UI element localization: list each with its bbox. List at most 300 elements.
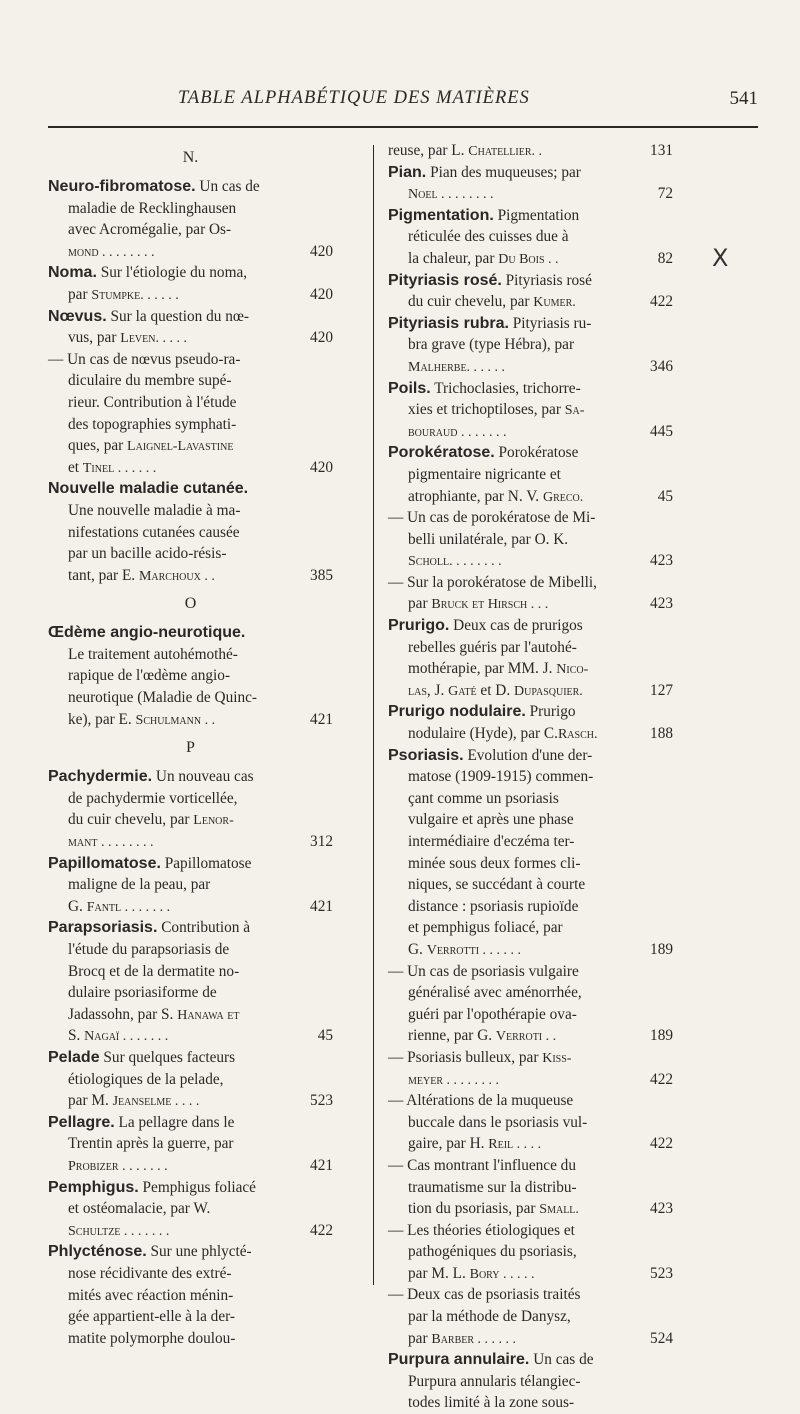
entry-line [48, 687, 333, 709]
entry-text: — Deux cas de psoriasis traités [388, 1286, 581, 1304]
entry-text: Pityriasis rosé [505, 271, 592, 289]
index-entry [388, 1047, 673, 1090]
entry-text: rebelles guéris par l'autohé- [408, 638, 577, 656]
entry-line [388, 1047, 673, 1069]
entry-line [388, 356, 673, 378]
entry-line [48, 874, 333, 896]
entry-text: tion du psoriasis, par [408, 1200, 540, 1218]
author-name: Greco. [542, 489, 584, 505]
entry-line [388, 1155, 673, 1177]
entry-line [48, 478, 333, 500]
entry-line [388, 1069, 673, 1091]
author-name: Reil . . . . [488, 1137, 542, 1153]
entry-line [388, 723, 673, 745]
entry-line [388, 680, 673, 702]
entry-line [48, 1112, 333, 1134]
entry-line [388, 766, 673, 788]
author-name: mond . . . . . . . . [68, 244, 155, 260]
page-reference: 524 [650, 1329, 673, 1347]
entry-line [48, 370, 333, 392]
index-entry [388, 270, 673, 313]
entry-heading: Pityriasis rosé. [388, 271, 502, 289]
page-reference: 423 [650, 552, 673, 570]
author-name: Fantl . . . . . . . [86, 899, 171, 915]
entry-line [48, 766, 333, 788]
entry-line [388, 745, 673, 767]
entry-text: Sur la question du nœ- [110, 307, 250, 325]
author-name: Du Bois . . [498, 251, 559, 267]
entry-text: la chaleur, par [408, 249, 499, 267]
entry-text: todes limité à la zone sous- [408, 1394, 575, 1412]
entry-line [388, 939, 673, 961]
entry-line [388, 1371, 673, 1393]
entry-text: réticulée des cuisses due à [408, 228, 569, 246]
author-name: Dupasquier. [514, 683, 583, 699]
entry-text: La pellagre dans le [118, 1113, 235, 1131]
entry-line [48, 198, 333, 220]
entry-line [48, 219, 333, 241]
entry-line [388, 1025, 673, 1047]
entry-line [48, 1047, 333, 1069]
entry-text: Contribution à [161, 919, 251, 937]
author-name: Scholl. . . . . . . . [408, 554, 502, 570]
entry-text: buccale dans le psoriasis vul- [408, 1113, 588, 1131]
entry-line [48, 1328, 333, 1350]
entry-text: Un cas de [199, 178, 260, 195]
page-reference: 422 [650, 293, 673, 311]
entry-text: du cuir chevelu, par [408, 293, 534, 311]
entry-line [48, 500, 333, 522]
entry-line [388, 1090, 673, 1112]
entry-line [388, 1198, 673, 1220]
entry-text: Porokératose [498, 444, 579, 462]
entry-line [388, 226, 673, 248]
entry-line [48, 565, 333, 587]
author-name: Leven. . . . . [120, 331, 187, 347]
entry-text: généralisé avec aménorrhée, [408, 984, 582, 1002]
page-reference: 312 [310, 833, 333, 851]
entry-text: xies et trichoptiloses, par [408, 401, 565, 419]
entry-line [48, 392, 333, 414]
page-reference: 523 [310, 1092, 333, 1110]
author-name: Chatellier. . [468, 144, 542, 159]
entry-heading: Pachydermie. [48, 768, 153, 786]
entry-line [48, 1263, 333, 1285]
entry-heading: Nouvelle maladie cutanée. [48, 480, 249, 498]
entry-heading: Pian. [388, 163, 427, 181]
page-reference: 127 [650, 681, 673, 699]
entry-heading: Pellagre. [48, 1113, 115, 1131]
entry-line [48, 853, 333, 875]
page-reference: 420 [310, 329, 333, 347]
entry-line [388, 982, 673, 1004]
entry-text: dulaire psoriasiforme de [68, 984, 217, 1002]
entry-heading: Noma. [48, 264, 97, 282]
entry-text: tant, par E. [68, 566, 139, 584]
entry-line [48, 982, 333, 1004]
entry-line [48, 1069, 333, 1091]
entry-text: — Un cas de nœvus pseudo-ra- [48, 350, 241, 368]
index-entry [388, 1090, 673, 1155]
index-entry [388, 1349, 673, 1414]
index-entry [48, 1177, 333, 1242]
page-reference: 523 [650, 1264, 673, 1282]
entry-line [388, 421, 673, 443]
entry-text: Pityriasis ru- [512, 314, 592, 332]
index-entry [48, 1047, 333, 1112]
entry-line [388, 205, 673, 227]
entry-heading: Prurigo. [388, 617, 450, 635]
index-entry [48, 1241, 333, 1349]
entry-text: niques, se succédant à courte [408, 876, 586, 894]
entry-heading: Pigmentation. [388, 206, 494, 224]
page-reference: 422 [310, 1221, 333, 1239]
entry-text: gaire, par H. [408, 1135, 489, 1153]
entry-line [388, 334, 673, 356]
entry-line [388, 248, 673, 270]
entry-line [48, 1090, 333, 1112]
entry-line [48, 306, 333, 328]
entry-line [388, 831, 673, 853]
running-header [48, 88, 758, 120]
page-reference: 189 [650, 940, 673, 958]
entry-line [388, 507, 673, 529]
page-reference: 422 [650, 1070, 673, 1088]
entry-text: Sur une phlycté- [150, 1243, 252, 1261]
author-name: Sa- [564, 403, 585, 419]
entry-text: — Sur la porokératose de Mibelli, [388, 573, 598, 591]
header-rule [48, 126, 758, 128]
entry-line [48, 414, 333, 436]
entry-line [388, 1112, 673, 1134]
entry-line [48, 1133, 333, 1155]
entry-line [48, 809, 333, 831]
entry-line [388, 1284, 673, 1306]
entry-text: — Cas montrant l'influence du [388, 1156, 576, 1174]
entry-line [388, 464, 673, 486]
entry-text: mothérapie, par MM. J. [408, 660, 557, 678]
page-reference: 346 [650, 357, 673, 375]
entry-text: gée appartient-elle à la der- [68, 1308, 236, 1326]
index-entry [48, 622, 333, 730]
entry-text: pathogéniques du psoriasis, [408, 1243, 577, 1261]
entry-text: Jadassohn, par S. [68, 1005, 178, 1023]
entry-text: Sur l'étiologie du noma, [100, 264, 248, 282]
index-entry [388, 162, 673, 205]
index-entry [48, 853, 333, 918]
entry-text: maladie de Recklinghausen [68, 199, 237, 217]
right-column [388, 140, 673, 1414]
entry-text: par la méthode de Danysz, [408, 1308, 571, 1326]
entry-text: Pian des muqueuses; par [430, 163, 581, 181]
entry-text: par M. L. [408, 1264, 470, 1282]
page-reference: 72 [657, 185, 673, 203]
entry-line [388, 917, 673, 939]
index-entry [388, 205, 673, 270]
entry-text: par M. [68, 1092, 113, 1110]
page-reference: 421 [310, 710, 333, 728]
entry-line [388, 896, 673, 918]
index-entry [48, 1112, 333, 1177]
entry-line [388, 529, 673, 551]
entry-heading: Pemphigus. [48, 1178, 139, 1196]
entry-heading: Pelade [48, 1048, 100, 1066]
entry-text: pigmentaire nigricante et [408, 465, 561, 483]
entry-line [48, 665, 333, 687]
entry-line [388, 378, 673, 400]
entry-text: Deux cas de prurigos [453, 617, 583, 635]
author-name: Rasch. [557, 727, 598, 743]
entry-heading: Nœvus. [48, 307, 107, 325]
entry-line [388, 637, 673, 659]
page-reference: 82 [657, 249, 673, 267]
entry-line [48, 1220, 333, 1242]
page-reference: 420 [310, 458, 333, 476]
entry-line [48, 939, 333, 961]
entry-heading: Papillomatose. [48, 854, 161, 872]
author-name: Laignel-Lavastine [127, 439, 234, 455]
author-name: Schultze . . . . . . . [68, 1223, 170, 1239]
header-title: TABLE ALPHABÉTIQUE DES MATIÈRES [178, 88, 530, 108]
entry-text: Sur quelques facteurs [103, 1048, 236, 1066]
entry-text: mités avec réaction ménin- [68, 1286, 234, 1304]
entry-text: Brocq et de la dermatite no- [68, 962, 240, 980]
entry-line [48, 1306, 333, 1328]
index-entry [388, 378, 673, 443]
entry-line [48, 831, 333, 853]
margin-annotation: X [712, 244, 729, 272]
entry-text: rapique de l'œdème angio- [68, 667, 231, 685]
entry-text: Pigmentation [497, 206, 580, 224]
entry-line [388, 1349, 673, 1371]
page-reference: 423 [650, 1200, 673, 1218]
entry-text: , J. [426, 681, 449, 699]
entry-text: nose récidivante des extré- [68, 1264, 232, 1282]
index-entry [388, 615, 673, 701]
entry-heading: Prurigo nodulaire. [388, 703, 526, 721]
author-name: Bruck et Hirsch . . . [431, 597, 549, 613]
entry-line [48, 457, 333, 479]
section-letter: P [186, 739, 195, 757]
entry-text: G. [68, 897, 87, 915]
entry-text: de pachydermie vorticellée, [68, 789, 238, 807]
entry-line [48, 241, 333, 263]
entry-text: neurotique (Maladie de Quinc- [68, 689, 258, 707]
entry-line [388, 399, 673, 421]
page-reference: 445 [650, 422, 673, 440]
entry-line [388, 162, 673, 184]
page-reference: 189 [650, 1027, 673, 1045]
author-name: las [408, 683, 427, 699]
entry-text: — Les théories étiologiques et [388, 1221, 575, 1239]
entry-text: par [408, 595, 432, 613]
entry-text: Pemphigus foliacé [142, 1178, 256, 1196]
entry-line [388, 593, 673, 615]
author-name: Verroti . . [495, 1029, 557, 1045]
page-reference: 421 [310, 897, 333, 915]
index-entry [388, 313, 673, 378]
entry-line [48, 1155, 333, 1177]
page-reference: 423 [650, 595, 673, 613]
author-name: Noel . . . . . . . . [408, 187, 494, 203]
entry-line [388, 270, 673, 292]
entry-text: Papillomatose [164, 854, 252, 872]
entry-text: Evolution d'une der- [467, 746, 593, 764]
author-name: Lenor- [193, 813, 234, 829]
author-name: Barber . . . . . . [431, 1331, 517, 1347]
author-name: Hanawa et [177, 1007, 240, 1023]
index-entry [48, 262, 333, 305]
entry-text: — Un cas de porokératose de Mi- [388, 509, 596, 527]
entry-heading: Porokératose. [388, 444, 495, 462]
page-number: 541 [729, 88, 758, 109]
entry-text: minée sous deux formes cli- [408, 854, 581, 872]
entry-text: nifestations cutanées causée [68, 523, 240, 541]
author-name: Gaté [448, 683, 477, 699]
author-name: Kumer. [533, 295, 576, 311]
entry-line [388, 313, 673, 335]
entry-line [48, 1004, 333, 1026]
entry-heading: Psoriasis. [388, 746, 464, 764]
index-entry [48, 176, 333, 262]
index-entry [388, 1284, 673, 1349]
entry-line [48, 284, 333, 306]
entry-line [388, 1306, 673, 1328]
entry-text: l'étude du parapsoriasis de [68, 941, 230, 958]
index-entry [388, 507, 673, 572]
entry-line [48, 1025, 333, 1047]
index-entry [388, 961, 673, 1047]
entry-line [48, 622, 333, 644]
author-name: Marchoux . . [138, 568, 215, 584]
index-entry [48, 917, 333, 1047]
entry-line [388, 658, 673, 680]
author-name: bouraud . . . . . . . [408, 424, 507, 440]
entry-line [388, 1004, 673, 1026]
author-name: Probizer . . . . . . . [68, 1158, 168, 1174]
entry-line [48, 788, 333, 810]
entry-text: — Psoriasis bulleux, par [388, 1048, 543, 1066]
entry-line [388, 853, 673, 875]
entry-text: bra grave (type Hébra), par [408, 336, 575, 354]
entry-text: Purpura annularis télangiec- [408, 1372, 581, 1390]
entry-line [388, 1220, 673, 1242]
entry-line [48, 435, 333, 457]
entry-line [48, 961, 333, 983]
author-name: Nico- [556, 662, 589, 678]
entry-text: Un cas de [533, 1351, 594, 1369]
entry-line [388, 874, 673, 896]
entry-text: çant comme un psoriasis [408, 789, 559, 807]
entry-text: maligne de la peau, par [68, 876, 211, 894]
entry-text: ke), par E. [68, 710, 136, 728]
entry-text: belli unilatérale, par O. K. [408, 530, 569, 548]
entry-text: par [68, 285, 92, 303]
page-reference: 420 [310, 242, 333, 260]
entry-text: intermédiaire d'eczéma ter- [408, 833, 575, 850]
entry-text: Trichoclasies, trichorre- [434, 379, 581, 397]
entry-text: et D. [476, 681, 514, 699]
author-name: Tinel . . . . . . [82, 460, 157, 476]
index-entry [48, 349, 333, 479]
entry-text: rieur. Contribution à l'étude [68, 393, 237, 411]
entry-line [388, 1328, 673, 1350]
index-entry [388, 140, 673, 162]
entry-heading: Œdème angio-neurotique. [48, 624, 246, 642]
entry-line [48, 896, 333, 918]
entry-text: vus, par [68, 329, 121, 347]
entry-text: diculaire du membre supé- [68, 372, 232, 390]
entry-line [388, 1392, 673, 1414]
author-name: Malherbe. . . . . . [408, 359, 506, 375]
entry-text: Une nouvelle maladie à ma- [68, 501, 241, 519]
entry-text: Un nouveau cas [155, 768, 254, 786]
index-entry [48, 478, 333, 586]
entry-line [48, 709, 333, 731]
index-entry [48, 766, 333, 852]
entry-line [388, 140, 673, 162]
entry-text: atrophiante, par N. V. [408, 487, 543, 505]
entry-text: distance : psoriasis rupioïde [408, 897, 579, 915]
entry-line [388, 701, 673, 723]
index-entry [388, 701, 673, 744]
entry-heading: Poils. [388, 379, 431, 397]
entry-line [388, 572, 673, 594]
author-name: Jeanselme . . . . [112, 1094, 200, 1110]
entry-line [48, 1285, 333, 1307]
entry-line [48, 917, 333, 939]
index-entry [388, 572, 673, 615]
entry-text: vulgaire et après une phase [408, 811, 574, 829]
page-reference: 45 [657, 487, 673, 505]
section-letter: N. [182, 149, 199, 166]
entry-text: Le traitement autohémothé- [68, 645, 238, 663]
index-entry [388, 1155, 673, 1220]
author-name: meyer . . . . . . . . [408, 1072, 499, 1088]
author-name: Kiss- [542, 1050, 572, 1066]
entry-text: avec Acromégalie, par Os- [68, 221, 232, 239]
entry-heading: Parapsoriasis. [48, 919, 158, 937]
author-name: Bory . . . . . [469, 1266, 535, 1282]
entry-line [388, 1241, 673, 1263]
entry-line [388, 291, 673, 313]
page-reference: 45 [317, 1027, 333, 1045]
entry-heading: Neuro-fibromatose. [48, 178, 196, 195]
entry-line [388, 183, 673, 205]
column-divider [373, 145, 374, 1285]
page-reference: 131 [650, 142, 673, 159]
entry-text: matite polymorphe doulou- [68, 1329, 236, 1347]
entry-text: par [408, 1329, 432, 1347]
author-name: Small. [539, 1202, 579, 1218]
entry-text: G. [408, 940, 427, 958]
index-entry [388, 442, 673, 507]
entry-text: rienne, par G. [408, 1027, 496, 1045]
entry-line [388, 442, 673, 464]
entry-line [388, 961, 673, 983]
entry-line [388, 1177, 673, 1199]
entry-line [388, 550, 673, 572]
entry-text: guéri par l'opothérapie ova- [408, 1005, 577, 1023]
entry-line [48, 1177, 333, 1199]
page-reference: 420 [310, 285, 333, 303]
index-entry [48, 306, 333, 349]
entry-text: ques, par [68, 437, 128, 455]
page-reference: 422 [650, 1135, 673, 1153]
page-reference: 385 [310, 566, 333, 584]
entry-text: par un bacille acido-résis- [68, 545, 227, 563]
entry-line [48, 522, 333, 544]
